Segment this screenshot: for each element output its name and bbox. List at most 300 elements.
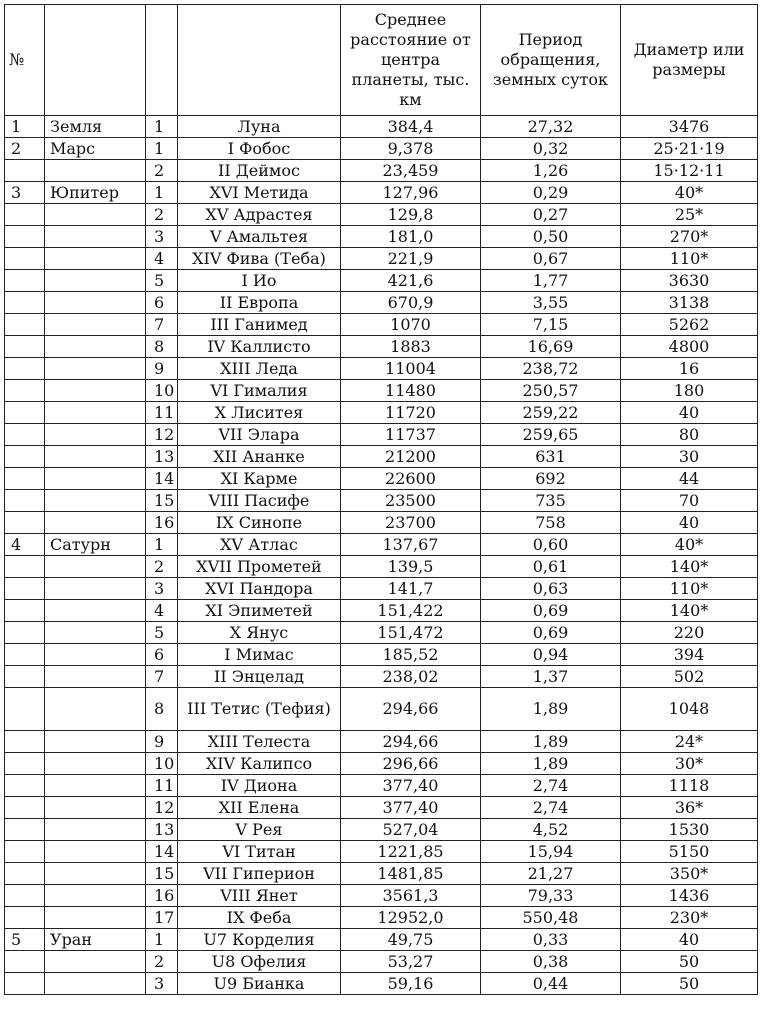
cell-distance: 23500 bbox=[341, 490, 481, 512]
cell-moon-name: IV Каллисто bbox=[178, 336, 341, 358]
cell-moon-name: XV Адрастея bbox=[178, 204, 341, 226]
cell-moon-number: 12 bbox=[146, 797, 178, 819]
cell-distance: 294,66 bbox=[341, 688, 481, 731]
cell-moon-name: I Мимас bbox=[178, 644, 341, 666]
cell-moon-number: 1 bbox=[146, 116, 178, 138]
cell-diameter: 40 bbox=[621, 929, 758, 951]
cell-index bbox=[5, 402, 45, 424]
cell-index bbox=[5, 490, 45, 512]
cell-period: 7,15 bbox=[481, 314, 621, 336]
cell-moon-number: 13 bbox=[146, 819, 178, 841]
cell-period: 250,57 bbox=[481, 380, 621, 402]
cell-moon-number: 2 bbox=[146, 951, 178, 973]
cell-moon-number: 8 bbox=[146, 336, 178, 358]
cell-period: 0,50 bbox=[481, 226, 621, 248]
cell-period: 21,27 bbox=[481, 863, 621, 885]
cell-moon-number: 13 bbox=[146, 446, 178, 468]
cell-moon-name: U8 Офелия bbox=[178, 951, 341, 973]
table-header-row bbox=[5, 5, 758, 116]
cell-moon-name: VIII Янет bbox=[178, 885, 341, 907]
table-row bbox=[5, 380, 758, 402]
cell-index bbox=[5, 753, 45, 775]
cell-moon-name: I Фобос bbox=[178, 138, 341, 160]
cell-diameter: 50 bbox=[621, 973, 758, 995]
cell-diameter: 16 bbox=[621, 358, 758, 380]
cell-planet: Уран bbox=[45, 929, 146, 951]
cell-period: 2,74 bbox=[481, 775, 621, 797]
cell-planet bbox=[45, 973, 146, 995]
cell-index bbox=[5, 600, 45, 622]
cell-distance: 1883 bbox=[341, 336, 481, 358]
table-row bbox=[5, 512, 758, 534]
cell-index bbox=[5, 358, 45, 380]
cell-distance: 11720 bbox=[341, 402, 481, 424]
cell-diameter: 110* bbox=[621, 248, 758, 270]
cell-moon-number: 9 bbox=[146, 731, 178, 753]
cell-period: 0,27 bbox=[481, 204, 621, 226]
cell-diameter: 140* bbox=[621, 600, 758, 622]
cell-moon-name: VII Элара bbox=[178, 424, 341, 446]
cell-moon-name: V Рея bbox=[178, 819, 341, 841]
cell-planet bbox=[45, 468, 146, 490]
table-row bbox=[5, 819, 758, 841]
cell-index bbox=[5, 644, 45, 666]
cell-period: 2,74 bbox=[481, 797, 621, 819]
cell-distance: 59,16 bbox=[341, 973, 481, 995]
cell-index bbox=[5, 688, 45, 731]
cell-diameter: 5150 bbox=[621, 841, 758, 863]
cell-period: 692 bbox=[481, 468, 621, 490]
table-row bbox=[5, 292, 758, 314]
cell-period: 1,89 bbox=[481, 753, 621, 775]
table-row bbox=[5, 907, 758, 929]
cell-period: 4,52 bbox=[481, 819, 621, 841]
cell-index: 5 bbox=[5, 929, 45, 951]
cell-moon-number: 4 bbox=[146, 248, 178, 270]
table-row bbox=[5, 885, 758, 907]
cell-moon-name: XVII Прометей bbox=[178, 556, 341, 578]
table-row bbox=[5, 248, 758, 270]
cell-moon-name: XIII Телеста bbox=[178, 731, 341, 753]
cell-distance: 3561,3 bbox=[341, 885, 481, 907]
cell-planet bbox=[45, 666, 146, 688]
header-period: Период обращения, земных суток bbox=[481, 5, 621, 116]
cell-period: 550,48 bbox=[481, 907, 621, 929]
cell-diameter: 44 bbox=[621, 468, 758, 490]
cell-index: 4 bbox=[5, 534, 45, 556]
cell-moon-name: III Ганимед bbox=[178, 314, 341, 336]
cell-planet bbox=[45, 775, 146, 797]
cell-planet: Юпитер bbox=[45, 182, 146, 204]
cell-planet bbox=[45, 424, 146, 446]
cell-index bbox=[5, 666, 45, 688]
cell-distance: 129,8 bbox=[341, 204, 481, 226]
cell-period: 0,67 bbox=[481, 248, 621, 270]
cell-moon-number: 16 bbox=[146, 512, 178, 534]
cell-moon-name: U9 Бианка bbox=[178, 973, 341, 995]
cell-planet bbox=[45, 688, 146, 731]
cell-distance: 181,0 bbox=[341, 226, 481, 248]
table-row bbox=[5, 600, 758, 622]
table-body bbox=[5, 116, 758, 995]
table-row bbox=[5, 468, 758, 490]
cell-diameter: 220 bbox=[621, 622, 758, 644]
cell-diameter: 1118 bbox=[621, 775, 758, 797]
cell-diameter: 1048 bbox=[621, 688, 758, 731]
cell-index bbox=[5, 797, 45, 819]
header-no: № bbox=[5, 5, 45, 116]
cell-diameter: 24* bbox=[621, 731, 758, 753]
cell-period: 0,69 bbox=[481, 600, 621, 622]
cell-diameter: 350* bbox=[621, 863, 758, 885]
cell-moon-name: XVI Метида bbox=[178, 182, 341, 204]
cell-period: 259,65 bbox=[481, 424, 621, 446]
table-row bbox=[5, 797, 758, 819]
cell-distance: 53,27 bbox=[341, 951, 481, 973]
cell-moon-number: 3 bbox=[146, 973, 178, 995]
cell-planet bbox=[45, 380, 146, 402]
cell-index bbox=[5, 907, 45, 929]
header-num bbox=[146, 5, 178, 116]
cell-period: 0,33 bbox=[481, 929, 621, 951]
cell-planet bbox=[45, 863, 146, 885]
cell-moon-number: 2 bbox=[146, 556, 178, 578]
cell-diameter: 80 bbox=[621, 424, 758, 446]
cell-moon-number: 15 bbox=[146, 490, 178, 512]
table-row bbox=[5, 666, 758, 688]
table-row bbox=[5, 753, 758, 775]
cell-distance: 127,96 bbox=[341, 182, 481, 204]
cell-index bbox=[5, 292, 45, 314]
cell-planet bbox=[45, 622, 146, 644]
cell-index bbox=[5, 556, 45, 578]
table-row bbox=[5, 226, 758, 248]
cell-planet bbox=[45, 336, 146, 358]
cell-period: 0,29 bbox=[481, 182, 621, 204]
cell-diameter: 140* bbox=[621, 556, 758, 578]
table-row bbox=[5, 446, 758, 468]
cell-planet bbox=[45, 819, 146, 841]
cell-moon-number: 2 bbox=[146, 204, 178, 226]
cell-index bbox=[5, 775, 45, 797]
table-row bbox=[5, 116, 758, 138]
cell-index bbox=[5, 424, 45, 446]
cell-index: 3 bbox=[5, 182, 45, 204]
cell-moon-name: X Янус bbox=[178, 622, 341, 644]
cell-period: 1,89 bbox=[481, 731, 621, 753]
cell-index bbox=[5, 973, 45, 995]
cell-period: 0,63 bbox=[481, 578, 621, 600]
cell-distance: 384,4 bbox=[341, 116, 481, 138]
table-row bbox=[5, 556, 758, 578]
cell-moon-number: 11 bbox=[146, 402, 178, 424]
table-row bbox=[5, 775, 758, 797]
cell-index bbox=[5, 863, 45, 885]
cell-planet bbox=[45, 600, 146, 622]
table-row bbox=[5, 424, 758, 446]
cell-moon-name: VI Гималия bbox=[178, 380, 341, 402]
table-row bbox=[5, 578, 758, 600]
cell-distance: 185,52 bbox=[341, 644, 481, 666]
cell-period: 0,60 bbox=[481, 534, 621, 556]
cell-planet bbox=[45, 446, 146, 468]
cell-period: 0,44 bbox=[481, 973, 621, 995]
cell-index bbox=[5, 204, 45, 226]
table-row bbox=[5, 534, 758, 556]
cell-planet bbox=[45, 797, 146, 819]
cell-moon-number: 1 bbox=[146, 534, 178, 556]
table-row bbox=[5, 160, 758, 182]
cell-moon-number: 14 bbox=[146, 841, 178, 863]
cell-diameter: 50 bbox=[621, 951, 758, 973]
cell-distance: 670,9 bbox=[341, 292, 481, 314]
cell-diameter: 110* bbox=[621, 578, 758, 600]
cell-index bbox=[5, 885, 45, 907]
cell-planet bbox=[45, 753, 146, 775]
cell-diameter: 3476 bbox=[621, 116, 758, 138]
cell-period: 1,89 bbox=[481, 688, 621, 731]
cell-moon-name: IX Феба bbox=[178, 907, 341, 929]
cell-planet bbox=[45, 731, 146, 753]
cell-index bbox=[5, 578, 45, 600]
cell-moon-number: 5 bbox=[146, 622, 178, 644]
table-row bbox=[5, 973, 758, 995]
cell-moon-name: IX Синопе bbox=[178, 512, 341, 534]
cell-distance: 21200 bbox=[341, 446, 481, 468]
cell-moon-number: 1 bbox=[146, 929, 178, 951]
cell-period: 238,72 bbox=[481, 358, 621, 380]
cell-period: 0,61 bbox=[481, 556, 621, 578]
cell-index bbox=[5, 270, 45, 292]
cell-distance: 296,66 bbox=[341, 753, 481, 775]
cell-planet: Земля bbox=[45, 116, 146, 138]
cell-moon-name: I Ио bbox=[178, 270, 341, 292]
cell-index bbox=[5, 446, 45, 468]
cell-diameter: 394 bbox=[621, 644, 758, 666]
table-row bbox=[5, 182, 758, 204]
header-diameter: Диаметр или размеры bbox=[621, 5, 758, 116]
cell-distance: 11480 bbox=[341, 380, 481, 402]
cell-moon-name: XI Карме bbox=[178, 468, 341, 490]
cell-moon-number: 3 bbox=[146, 578, 178, 600]
cell-diameter: 180 bbox=[621, 380, 758, 402]
cell-diameter: 1436 bbox=[621, 885, 758, 907]
cell-moon-number: 1 bbox=[146, 182, 178, 204]
cell-planet bbox=[45, 226, 146, 248]
cell-moon-number: 7 bbox=[146, 314, 178, 336]
cell-planet bbox=[45, 841, 146, 863]
table-row bbox=[5, 490, 758, 512]
cell-moon-name: VIII Пасифе bbox=[178, 490, 341, 512]
cell-moon-number: 12 bbox=[146, 424, 178, 446]
cell-moon-name: II Деймос bbox=[178, 160, 341, 182]
cell-planet bbox=[45, 248, 146, 270]
cell-distance: 23700 bbox=[341, 512, 481, 534]
cell-index bbox=[5, 819, 45, 841]
cell-period: 735 bbox=[481, 490, 621, 512]
cell-diameter: 5262 bbox=[621, 314, 758, 336]
cell-index bbox=[5, 951, 45, 973]
cell-diameter: 3630 bbox=[621, 270, 758, 292]
cell-moon-number: 17 bbox=[146, 907, 178, 929]
cell-diameter: 502 bbox=[621, 666, 758, 688]
cell-moon-number: 6 bbox=[146, 292, 178, 314]
cell-distance: 151,422 bbox=[341, 600, 481, 622]
cell-diameter: 25* bbox=[621, 204, 758, 226]
cell-moon-number: 1 bbox=[146, 138, 178, 160]
table-row bbox=[5, 314, 758, 336]
cell-period: 0,38 bbox=[481, 951, 621, 973]
cell-index bbox=[5, 468, 45, 490]
moons-table bbox=[4, 4, 758, 995]
cell-moon-name: XIV Фива (Теба) bbox=[178, 248, 341, 270]
cell-period: 758 bbox=[481, 512, 621, 534]
cell-index bbox=[5, 226, 45, 248]
cell-distance: 139,5 bbox=[341, 556, 481, 578]
cell-period: 3,55 bbox=[481, 292, 621, 314]
table-row bbox=[5, 622, 758, 644]
table-row bbox=[5, 929, 758, 951]
cell-moon-name: XII Елена bbox=[178, 797, 341, 819]
table-row bbox=[5, 863, 758, 885]
cell-moon-name: V Амальтея bbox=[178, 226, 341, 248]
cell-planet bbox=[45, 402, 146, 424]
header-name bbox=[178, 5, 341, 116]
cell-planet: Марс bbox=[45, 138, 146, 160]
table-row bbox=[5, 644, 758, 666]
cell-moon-number: 3 bbox=[146, 226, 178, 248]
cell-planet bbox=[45, 512, 146, 534]
cell-planet bbox=[45, 314, 146, 336]
cell-planet bbox=[45, 270, 146, 292]
cell-distance: 527,04 bbox=[341, 819, 481, 841]
cell-index bbox=[5, 160, 45, 182]
cell-planet bbox=[45, 885, 146, 907]
cell-distance: 11737 bbox=[341, 424, 481, 446]
header-distance: Среднее расстояние от центра планеты, тыс. км bbox=[341, 5, 481, 116]
cell-planet bbox=[45, 358, 146, 380]
cell-moon-number: 16 bbox=[146, 885, 178, 907]
cell-planet: Сатурн bbox=[45, 534, 146, 556]
cell-planet bbox=[45, 644, 146, 666]
cell-moon-name: II Европа bbox=[178, 292, 341, 314]
cell-planet bbox=[45, 490, 146, 512]
cell-diameter: 3138 bbox=[621, 292, 758, 314]
cell-period: 79,33 bbox=[481, 885, 621, 907]
cell-moon-name: XVI Пандора bbox=[178, 578, 341, 600]
cell-moon-number: 4 bbox=[146, 600, 178, 622]
cell-moon-name: XII Ананке bbox=[178, 446, 341, 468]
cell-moon-name: VI Титан bbox=[178, 841, 341, 863]
cell-distance: 151,472 bbox=[341, 622, 481, 644]
cell-index bbox=[5, 622, 45, 644]
cell-diameter: 30 bbox=[621, 446, 758, 468]
cell-diameter: 40* bbox=[621, 182, 758, 204]
cell-period: 16,69 bbox=[481, 336, 621, 358]
cell-period: 15,94 bbox=[481, 841, 621, 863]
table-row bbox=[5, 204, 758, 226]
table-row bbox=[5, 270, 758, 292]
cell-moon-number: 10 bbox=[146, 753, 178, 775]
cell-distance: 137,67 bbox=[341, 534, 481, 556]
table-row bbox=[5, 951, 758, 973]
cell-moon-name: X Лиситея bbox=[178, 402, 341, 424]
cell-distance: 22600 bbox=[341, 468, 481, 490]
cell-distance: 1221,85 bbox=[341, 841, 481, 863]
cell-moon-number: 14 bbox=[146, 468, 178, 490]
cell-moon-number: 9 bbox=[146, 358, 178, 380]
cell-moon-name: VII Гиперион bbox=[178, 863, 341, 885]
cell-period: 27,32 bbox=[481, 116, 621, 138]
cell-diameter: 1530 bbox=[621, 819, 758, 841]
cell-moon-number: 7 bbox=[146, 666, 178, 688]
cell-moon-number: 5 bbox=[146, 270, 178, 292]
cell-index bbox=[5, 841, 45, 863]
cell-diameter: 70 bbox=[621, 490, 758, 512]
cell-moon-name: XIV Калипсо bbox=[178, 753, 341, 775]
cell-index: 1 bbox=[5, 116, 45, 138]
cell-period: 0,32 bbox=[481, 138, 621, 160]
cell-period: 0,94 bbox=[481, 644, 621, 666]
cell-moon-name: Луна bbox=[178, 116, 341, 138]
cell-distance: 377,40 bbox=[341, 775, 481, 797]
cell-moon-number: 2 bbox=[146, 160, 178, 182]
cell-distance: 1070 bbox=[341, 314, 481, 336]
cell-diameter: 30* bbox=[621, 753, 758, 775]
cell-planet bbox=[45, 556, 146, 578]
cell-period: 1,37 bbox=[481, 666, 621, 688]
cell-diameter: 230* bbox=[621, 907, 758, 929]
table-row bbox=[5, 841, 758, 863]
cell-index bbox=[5, 380, 45, 402]
cell-diameter: 40 bbox=[621, 512, 758, 534]
cell-index: 2 bbox=[5, 138, 45, 160]
cell-distance: 9,378 bbox=[341, 138, 481, 160]
cell-index bbox=[5, 731, 45, 753]
cell-diameter: 40* bbox=[621, 534, 758, 556]
cell-index bbox=[5, 336, 45, 358]
cell-moon-name: U7 Корделия bbox=[178, 929, 341, 951]
cell-planet bbox=[45, 578, 146, 600]
cell-distance: 1481,85 bbox=[341, 863, 481, 885]
cell-period: 631 bbox=[481, 446, 621, 468]
cell-distance: 377,40 bbox=[341, 797, 481, 819]
cell-period: 1,26 bbox=[481, 160, 621, 182]
cell-planet bbox=[45, 951, 146, 973]
cell-distance: 49,75 bbox=[341, 929, 481, 951]
cell-diameter: 36* bbox=[621, 797, 758, 819]
cell-moon-name: III Тетис (Тефия) bbox=[178, 688, 341, 731]
cell-diameter: 270* bbox=[621, 226, 758, 248]
cell-moon-number: 15 bbox=[146, 863, 178, 885]
cell-moon-name: XV Атлас bbox=[178, 534, 341, 556]
cell-planet bbox=[45, 907, 146, 929]
cell-distance: 421,6 bbox=[341, 270, 481, 292]
cell-diameter: 4800 bbox=[621, 336, 758, 358]
cell-moon-number: 8 bbox=[146, 688, 178, 731]
header-planet bbox=[45, 5, 146, 116]
cell-distance: 221,9 bbox=[341, 248, 481, 270]
cell-distance: 294,66 bbox=[341, 731, 481, 753]
cell-planet bbox=[45, 160, 146, 182]
cell-index bbox=[5, 314, 45, 336]
cell-distance: 23,459 bbox=[341, 160, 481, 182]
cell-distance: 12952,0 bbox=[341, 907, 481, 929]
cell-index bbox=[5, 248, 45, 270]
cell-period: 1,77 bbox=[481, 270, 621, 292]
table-row bbox=[5, 138, 758, 160]
cell-moon-number: 10 bbox=[146, 380, 178, 402]
